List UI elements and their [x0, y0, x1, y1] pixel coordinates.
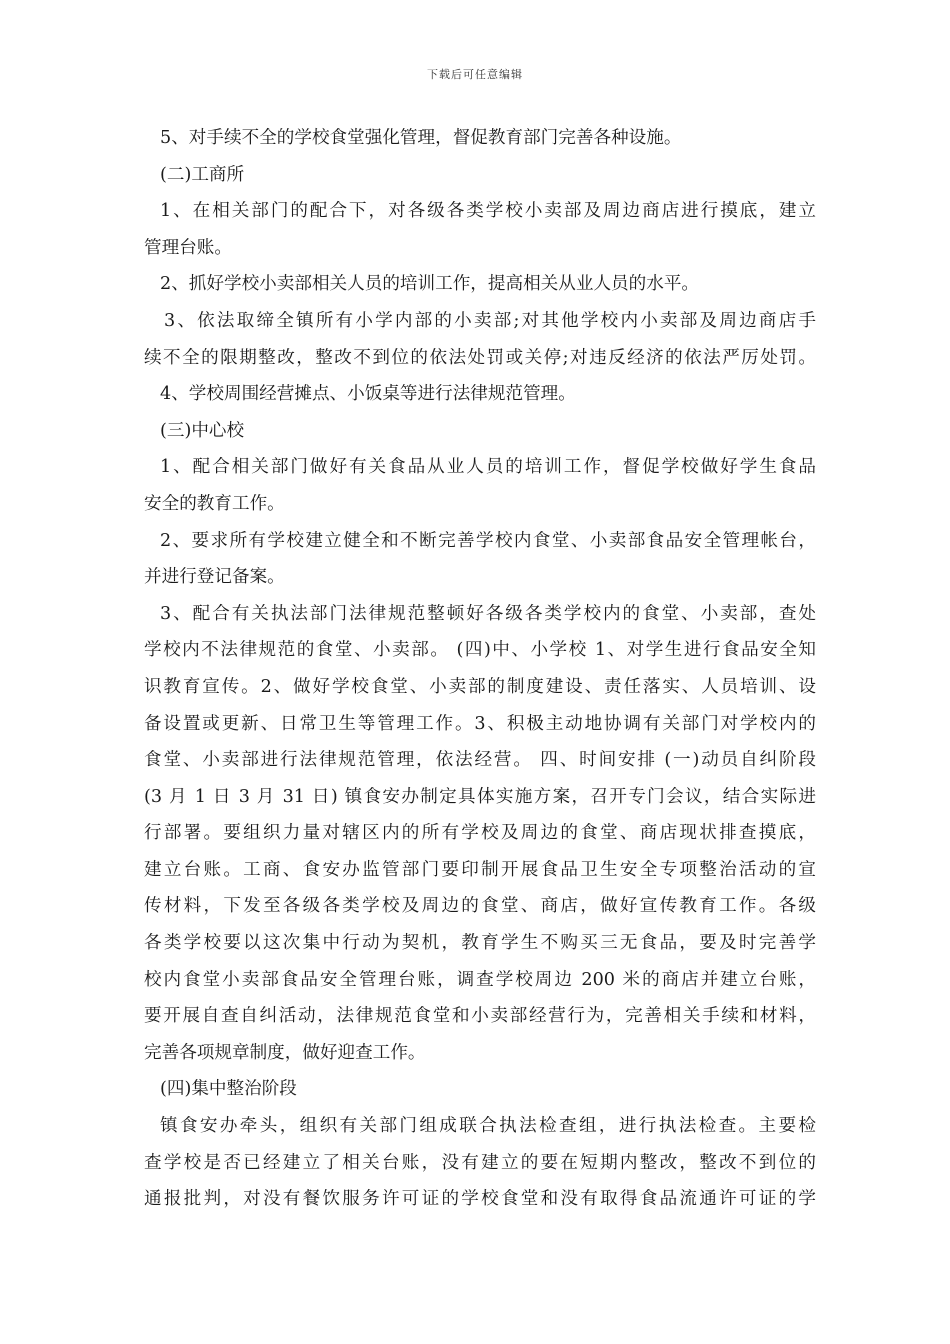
- paragraph-line: (3 月 1 日 3 月 31 日) 镇食安办制定具体实施方案，召开专门会议，结合实际进: [144, 786, 816, 807]
- paragraph-line: 通报批判，对没有餐饮服务许可证的学校食堂和没有取得食品流通许可证的学: [144, 1189, 816, 1210]
- paragraph-line: 备设置或更新、日常卫生等管理工作。3、积极主动地协调有关部门对学校内的: [144, 713, 816, 734]
- section-heading: (三)中心校: [160, 420, 245, 441]
- paragraph-line: 1、配合相关部门做好有关食品从业人员的培训工作，督促学校做好学生食品: [160, 457, 816, 478]
- paragraph-line: 食堂、小卖部进行法律规范管理，依法经营。 四、时间安排 (一)动员自纠阶段: [144, 750, 816, 771]
- paragraph-line: 2、抓好学校小卖部相关人员的培训工作，提高相关从业人员的水平。: [160, 274, 700, 295]
- paragraph-line: 3、配合有关执法部门法律规范整顿好各级各类学校内的食堂、小卖部，查处: [160, 603, 816, 624]
- paragraph-line: 完善各项规章制度，做好迎查工作。: [144, 1042, 426, 1063]
- paragraph-line: 识教育宣传。2、做好学校食堂、小卖部的制度建设、责任落实、人员培训、设: [144, 676, 816, 697]
- paragraph-line: 5、对手续不全的学校食堂强化管理，督促教育部门完善各种设施。: [160, 128, 682, 148]
- paragraph-line: 并进行登记备案。: [144, 567, 285, 588]
- section-heading: (二)工商所: [160, 164, 245, 185]
- paragraph-line: 2、要求所有学校建立健全和不断完善学校内食堂、小卖部食品安全管理帐台，: [160, 530, 816, 551]
- paragraph-line: 查学校是否已经建立了相关台账，没有建立的要在短期内整改，整改不到位的: [144, 1152, 816, 1173]
- paragraph-line: 1、在相关部门的配合下，对各级各类学校小卖部及周边商店进行摸底，建立: [160, 201, 816, 222]
- paragraph-line: 学校内不法律规范的食堂、小卖部。 (四)中、小学校 1、对学生进行食品安全知: [144, 640, 816, 661]
- paragraph-line: 3、依法取缔全镇所有小学内部的小卖部;对其他学校内小卖部及周边商店手: [164, 310, 816, 331]
- paragraph-line: 续不全的限期整改，整改不到位的依法处罚或关停;对违反经济的依法严厉处罚。: [144, 347, 816, 368]
- paragraph-line: 镇食安办牵头，组织有关部门组成联合执法检查组，进行执法检查。主要检: [160, 1116, 816, 1137]
- paragraph-line: 4、学校周围经营摊点、小饭桌等进行法律规范管理。: [160, 384, 576, 405]
- header-note: 下载后可任意编辑: [427, 68, 523, 81]
- paragraph-line: 校内食堂小卖部食品安全管理台账，调查学校周边 200 米的商店并建立台账，: [144, 969, 816, 990]
- paragraph-line: 管理台账。: [144, 237, 232, 258]
- paragraph-line: 要开展自查自纠活动，法律规范食堂和小卖部经营行为，完善相关手续和材料，: [144, 1006, 816, 1027]
- document-body: [144, 120, 816, 1218]
- paragraph-line: 安全的教育工作。: [144, 493, 285, 514]
- paragraph-line: 行部署。要组织力量对辖区内的所有学校及周边的食堂、商店现状排查摸底，: [144, 823, 816, 844]
- paragraph-line: 传材料，下发至各级各类学校及周边的食堂、商店，做好宣传教育工作。各级: [144, 896, 816, 917]
- section-heading: (四)集中整治阶段: [160, 1079, 297, 1100]
- paragraph-line: 建立台账。工商、食安办监管部门要印制开展食品卫生安全专项整治活动的宣: [144, 859, 816, 880]
- paragraph-line: 各类学校要以这次集中行动为契机，教育学生不购买三无食品，要及时完善学: [144, 933, 816, 954]
